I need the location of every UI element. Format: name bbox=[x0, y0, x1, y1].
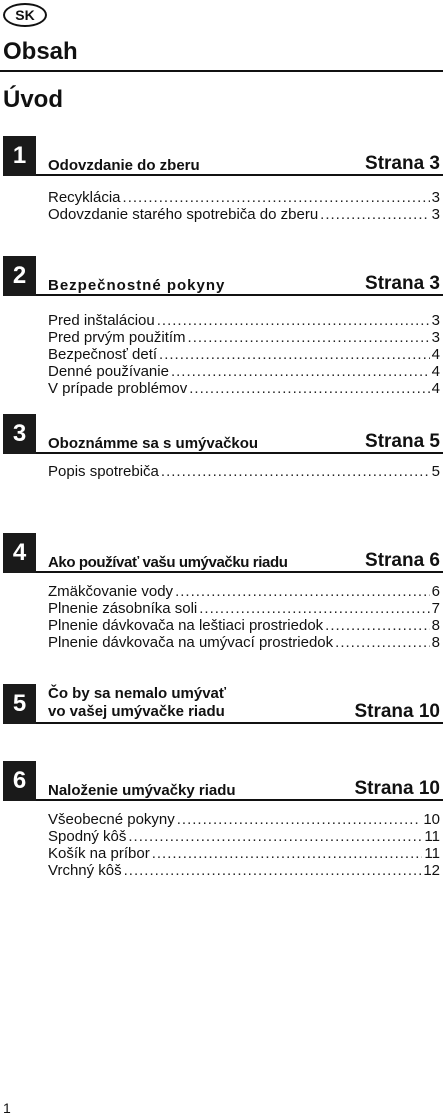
page-title: Obsah bbox=[3, 38, 78, 65]
section-divider bbox=[36, 799, 443, 801]
dot-leader bbox=[123, 189, 430, 206]
toc-section-6 bbox=[0, 761, 443, 879]
toc-entry[interactable] bbox=[48, 862, 440, 879]
toc-entry[interactable] bbox=[48, 329, 440, 346]
toc-entries bbox=[48, 463, 440, 480]
toc-entries bbox=[48, 583, 440, 651]
entry-page: 3 bbox=[431, 206, 440, 223]
toc-section-3 bbox=[0, 414, 443, 480]
section-header bbox=[0, 256, 443, 296]
entry-page: 4 bbox=[431, 380, 440, 397]
toc-section-5 bbox=[0, 684, 443, 724]
entry-label: Košík na príbor bbox=[48, 845, 150, 862]
toc-section-1 bbox=[0, 136, 443, 223]
dot-leader bbox=[157, 312, 430, 329]
section-divider bbox=[36, 571, 443, 573]
toc-entries bbox=[48, 189, 440, 223]
entry-page: 11 bbox=[424, 828, 440, 845]
toc-entry[interactable] bbox=[48, 206, 440, 223]
section-title[interactable]: Ako používať vašu umývačku riadu bbox=[48, 554, 288, 571]
section-header bbox=[0, 761, 443, 801]
dot-leader bbox=[199, 600, 429, 617]
entry-page: 11 bbox=[424, 845, 440, 862]
entry-page: 3 bbox=[431, 312, 440, 329]
section-number: 5 bbox=[3, 684, 36, 724]
section-title[interactable]: Odovzdanie do zberu bbox=[48, 157, 200, 174]
language-badge: SK bbox=[3, 3, 47, 27]
entry-label: Vrchný kôš bbox=[48, 862, 122, 879]
section-divider bbox=[36, 294, 443, 296]
toc-entry[interactable] bbox=[48, 363, 440, 380]
section-number: 2 bbox=[3, 256, 36, 296]
toc-entry[interactable] bbox=[48, 845, 440, 862]
entry-label: Recyklácia bbox=[48, 189, 121, 206]
section-number: 4 bbox=[3, 533, 36, 573]
intro-heading: Úvod bbox=[3, 86, 63, 113]
section-title[interactable]: Bezpečnostné pokyny bbox=[48, 277, 226, 294]
entry-label: Pred prvým použitím bbox=[48, 329, 186, 346]
entry-label: Bezpečnosť detí bbox=[48, 346, 158, 363]
entry-page: 6 bbox=[431, 583, 440, 600]
dot-leader bbox=[159, 346, 430, 363]
section-title[interactable]: Oboznámme sa s umývačkou bbox=[48, 435, 259, 452]
entry-page: 8 bbox=[431, 617, 440, 634]
section-page: Strana 10 bbox=[354, 778, 440, 799]
section-header bbox=[0, 136, 443, 176]
dot-leader bbox=[320, 206, 429, 223]
toc-section-2 bbox=[0, 256, 443, 397]
section-number: 3 bbox=[3, 414, 36, 454]
dot-leader bbox=[124, 862, 422, 879]
page-number: 1 bbox=[3, 1100, 11, 1116]
dot-leader bbox=[152, 845, 423, 862]
entry-label: Popis spotrebiča bbox=[48, 463, 159, 480]
entry-label: Odovzdanie starého spotrebiča do zberu bbox=[48, 206, 319, 223]
section-title-line-2: vo vašej umývačke riadu bbox=[48, 703, 225, 720]
dot-leader bbox=[189, 380, 429, 397]
toc-entry[interactable] bbox=[48, 634, 440, 651]
entry-page: 10 bbox=[423, 811, 440, 828]
entry-label: Zmäkčovanie vody bbox=[48, 583, 174, 600]
section-divider bbox=[36, 452, 443, 454]
entry-label: Plnenie dávkovača na leštiaci prostriedok bbox=[48, 617, 324, 634]
entry-label: Všeobecné pokyny bbox=[48, 811, 175, 828]
dot-leader bbox=[128, 828, 422, 845]
dot-leader bbox=[161, 463, 430, 480]
section-header bbox=[0, 684, 443, 724]
section-title-line-1: Čo by sa nemalo umývať bbox=[48, 685, 227, 702]
section-title[interactable] bbox=[48, 685, 226, 721]
section-number: 1 bbox=[3, 136, 36, 176]
title-divider bbox=[0, 70, 443, 72]
toc-entry[interactable] bbox=[48, 463, 440, 480]
section-page: Strana 10 bbox=[354, 701, 440, 722]
dot-leader bbox=[175, 583, 430, 600]
entry-page: 8 bbox=[431, 634, 440, 651]
section-page: Strana 6 bbox=[365, 550, 440, 571]
entry-label: Denné používanie bbox=[48, 363, 169, 380]
dot-leader bbox=[171, 363, 430, 380]
toc-entry[interactable] bbox=[48, 583, 440, 600]
entry-page: 4 bbox=[431, 346, 440, 363]
section-header bbox=[0, 414, 443, 454]
toc-entry[interactable] bbox=[48, 600, 440, 617]
toc-entries bbox=[48, 312, 440, 397]
dot-leader bbox=[325, 617, 430, 634]
section-number: 6 bbox=[3, 761, 36, 801]
toc-entry[interactable] bbox=[48, 617, 440, 634]
toc-entry[interactable] bbox=[48, 312, 440, 329]
toc-entry[interactable] bbox=[48, 346, 440, 363]
entry-page: 12 bbox=[423, 862, 440, 879]
entry-label: Pred inštaláciou bbox=[48, 312, 155, 329]
entry-page: 3 bbox=[431, 329, 440, 346]
entry-label: V prípade problémov bbox=[48, 380, 188, 397]
entry-page: 7 bbox=[431, 600, 440, 617]
section-page: Strana 3 bbox=[365, 273, 440, 294]
section-title[interactable]: Naloženie umývačky riadu bbox=[48, 782, 236, 799]
dot-leader bbox=[335, 634, 430, 651]
section-header bbox=[0, 533, 443, 573]
toc-section-4 bbox=[0, 533, 443, 651]
section-page: Strana 5 bbox=[365, 431, 440, 452]
dot-leader bbox=[177, 811, 422, 828]
entry-label: Spodný kôš bbox=[48, 828, 127, 845]
section-page: Strana 3 bbox=[365, 153, 440, 174]
entry-page: 4 bbox=[431, 363, 440, 380]
entry-page: 5 bbox=[431, 463, 440, 480]
section-divider bbox=[36, 722, 443, 724]
toc-entry[interactable] bbox=[48, 811, 440, 828]
entry-page: 3 bbox=[431, 189, 440, 206]
toc-entries bbox=[48, 811, 440, 879]
toc-entry[interactable] bbox=[48, 189, 440, 206]
entry-label: Plnenie zásobníka soli bbox=[48, 600, 198, 617]
entry-label: Plnenie dávkovača na umývací prostriedok bbox=[48, 634, 334, 651]
section-divider bbox=[36, 174, 443, 176]
dot-leader bbox=[188, 329, 430, 346]
toc-entry[interactable] bbox=[48, 380, 440, 397]
toc-entry[interactable] bbox=[48, 828, 440, 845]
